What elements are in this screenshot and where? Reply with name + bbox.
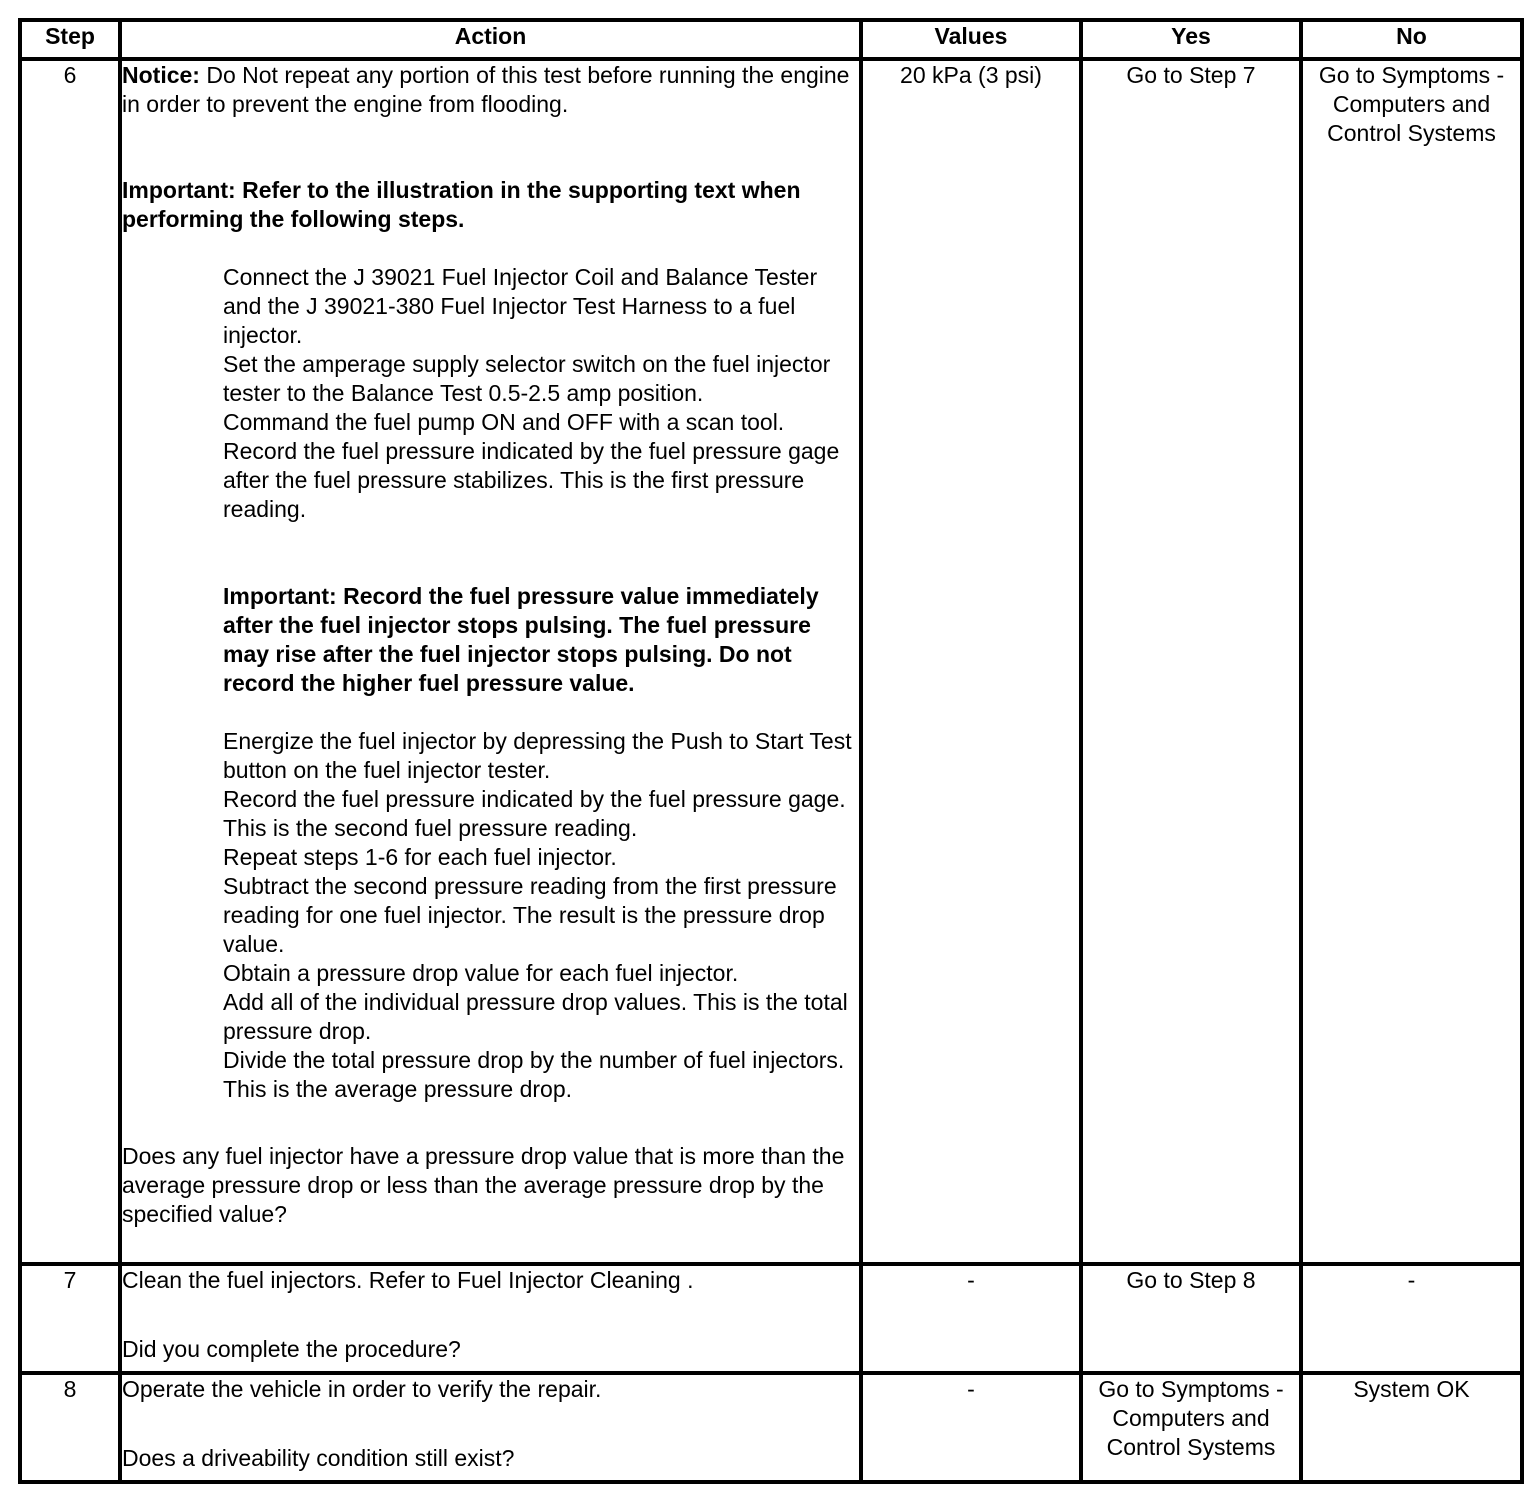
action-cell [120,1373,861,1482]
step-question: Does any fuel injector have a pressure drop value that is more than the average pressure drop or less than the average pressure drop by the specified value? [122,1143,845,1227]
list-item: Obtain a pressure drop value for each fuel injector. [223,960,739,986]
header-no: No [1301,20,1522,59]
no-link[interactable]: Go to Symptoms - Computers and Control Systems [1301,59,1522,1264]
list-item: Subtract the second pressure reading from the first pressure reading for one fuel injector. The result is the pressure drop value. [223,873,837,957]
step-number: 8 [20,1373,120,1482]
header-values: Values [861,20,1081,59]
list-item: Record the fuel pressure indicated by the fuel pressure gage. This is the second fuel pressure reading. [223,786,846,841]
notice-label: Notice: [122,62,200,88]
notice-paragraph [122,61,859,119]
important-note-1: Important: Refer to the illustration in the supporting text when performing the following steps. [122,177,801,232]
step-number: 7 [20,1264,120,1373]
yes-link[interactable]: Go to Step 8 [1081,1264,1301,1373]
notice-text: Do Not repeat any portion of this test before running the engine in order to prevent the engine from flooding. [122,62,850,117]
step-number: 6 [20,59,120,1264]
values-cell: - [861,1264,1081,1373]
step-action-text: Operate the vehicle in order to verify the repair. [122,1376,602,1402]
action-cell [120,59,861,1264]
table-row-step-8 [20,1373,1522,1482]
no-result: System OK [1301,1373,1522,1482]
header-yes: Yes [1081,20,1301,59]
header-step: Step [20,20,120,59]
list-item: Energize the fuel injector by depressing the Push to Start Test button on the fuel injector tester. [223,728,852,783]
list-item: Set the amperage supply selector switch on the fuel injector tester to the Balance Test 0.5-2.5 amp position. [223,351,831,406]
table-row-step-7 [20,1264,1522,1373]
list-item: Command the fuel pump ON and OFF with a scan tool. [223,409,785,435]
action-cell [120,1264,861,1373]
no-value: - [1301,1264,1522,1373]
step-question: Does a driveability condition still exist? [122,1445,515,1471]
yes-link[interactable]: Go to Symptoms - Computers and Control Systems [1081,1373,1301,1482]
diagnostic-table [18,18,1524,1484]
table-row-step-6 [20,59,1522,1264]
header-action: Action [120,20,861,59]
step-question: Did you complete the procedure? [122,1336,461,1362]
list-item: Record the fuel pressure indicated by the fuel pressure gage after the fuel pressure stabilizes. This is the first pressure reading. [223,438,840,522]
list-item: Divide the total pressure drop by the number of fuel injectors. This is the average pressure drop. [223,1047,845,1102]
list-item: Connect the J 39021 Fuel Injector Coil and Balance Tester and the J 39021-380 Fuel Injector Test Harness to a fuel injector. [223,264,818,348]
step-action-text: Clean the fuel injectors. Refer to Fuel Injector Cleaning . [122,1267,694,1293]
important-note-2: Important: Record the fuel pressure value immediately after the fuel injector stops pulsing. The fuel pressure may rise after the fuel injector stops pulsing. Do not record the higher fuel pressure value. [223,583,819,696]
values-cell: - [861,1373,1081,1482]
substep-list-a [122,263,859,1104]
list-item: Add all of the individual pressure drop values. This is the total pressure drop. [223,989,848,1044]
list-item: Repeat steps 1-6 for each fuel injector. [223,844,617,870]
header-row [20,20,1522,59]
yes-link[interactable]: Go to Step 7 [1081,59,1301,1264]
values-cell: 20 kPa (3 psi) [861,59,1081,1264]
